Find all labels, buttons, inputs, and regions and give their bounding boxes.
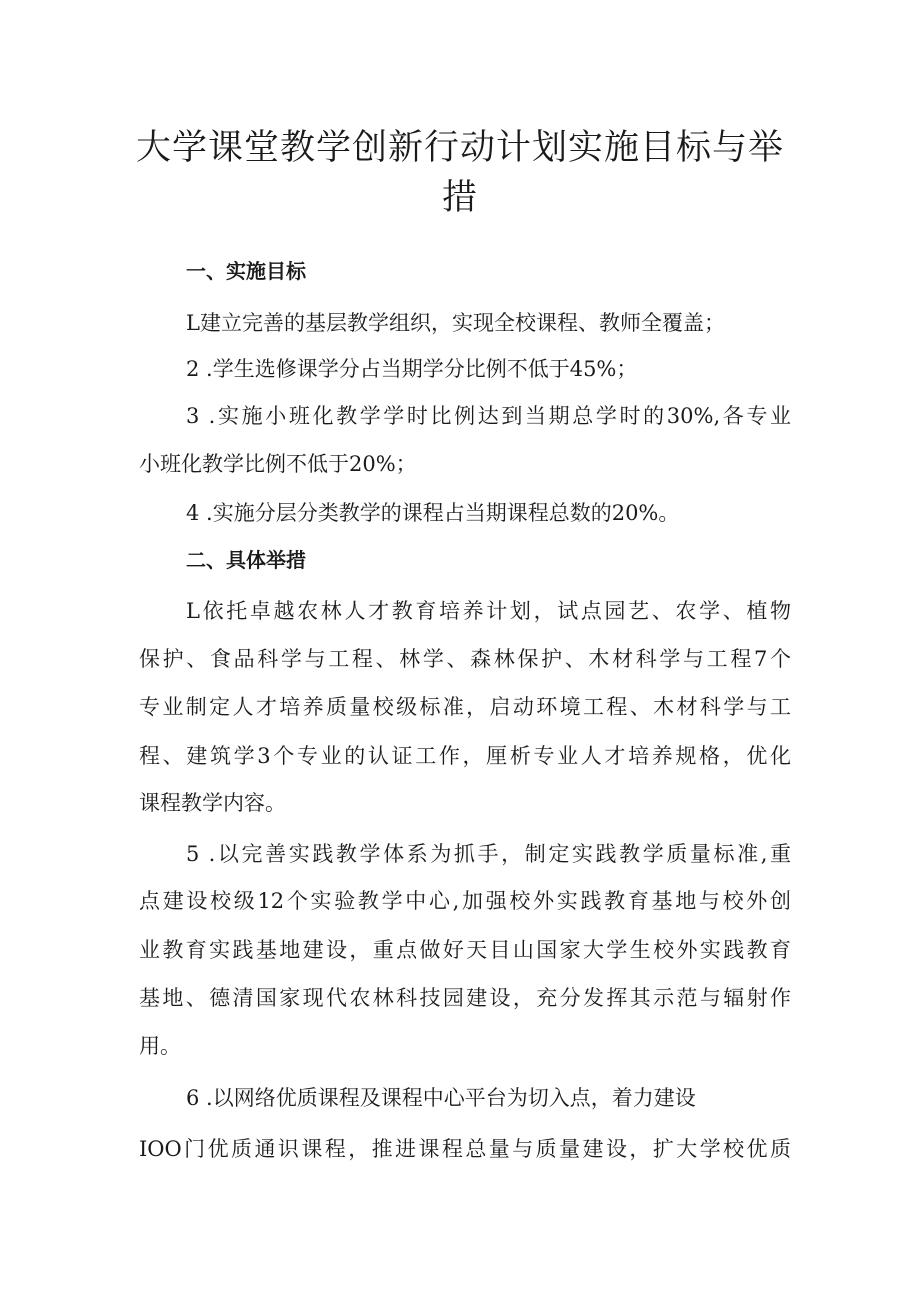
measure-5-line-4: 基地、德清国家现代农林科技园建设，充分发挥其示范与辐射作 xyxy=(139,986,791,1010)
measure-6-line-1: 6 .以网络优质课程及课程中心平台为切入点，着力建设 xyxy=(186,1086,696,1110)
section-heading-goals: 一、实施目标 xyxy=(186,259,306,283)
goal-item-3-line-1: 3 .实施小班化教学学时比例达到当期总学时的30%,各专业 xyxy=(186,404,791,428)
goal-item-4: 4 .实施分层分类教学的课程占当期课程总数的20%。 xyxy=(186,501,680,525)
document-title-line-2: 措 xyxy=(441,178,478,218)
measure-1-line-3: 专业制定人才培养质量校级标准，启动环境工程、木材科学与工 xyxy=(139,695,791,719)
section-heading-measures: 二、具体举措 xyxy=(186,548,306,572)
measure-1-line-1: L依托卓越农林人才教育培养计划，试点园艺、农学、植物 xyxy=(186,599,791,623)
measure-1-line-2: 保护、食品科学与工程、林学、森林保护、木材科学与工程7个 xyxy=(139,647,791,671)
measure-6-line-2: IOO门优质通识课程，推进课程总量与质量建设，扩大学校优质 xyxy=(139,1137,791,1161)
measure-1-line-4: 程、建筑学3个专业的认证工作，厘析专业人才培养规格，优化 xyxy=(139,744,791,768)
goal-item-1: L建立完善的基层教学组织，实现全校课程、教师全覆盖； xyxy=(186,311,725,335)
goal-item-2: 2 .学生选修课学分占当期学分比例不低于45%； xyxy=(186,357,638,381)
document-title-line-1: 大学课堂教学创新行动计划实施目标与举 xyxy=(135,128,784,168)
measure-5-line-5: 用。 xyxy=(139,1034,181,1058)
measure-5-line-2: 点建设校级12个实验教学中心,加强校外实践教育基地与校外创 xyxy=(139,889,791,913)
measure-5-line-1: 5 .以完善实践教学体系为抓手，制定实践教学质量标准,重 xyxy=(186,842,791,866)
goal-item-3-line-2: 小班化教学比例不低于20%； xyxy=(139,452,417,476)
measure-1-line-5: 课程教学内容。 xyxy=(139,791,286,815)
measure-5-line-3: 业教育实践基地建设，重点做好天目山国家大学生校外实践教育 xyxy=(139,938,791,962)
